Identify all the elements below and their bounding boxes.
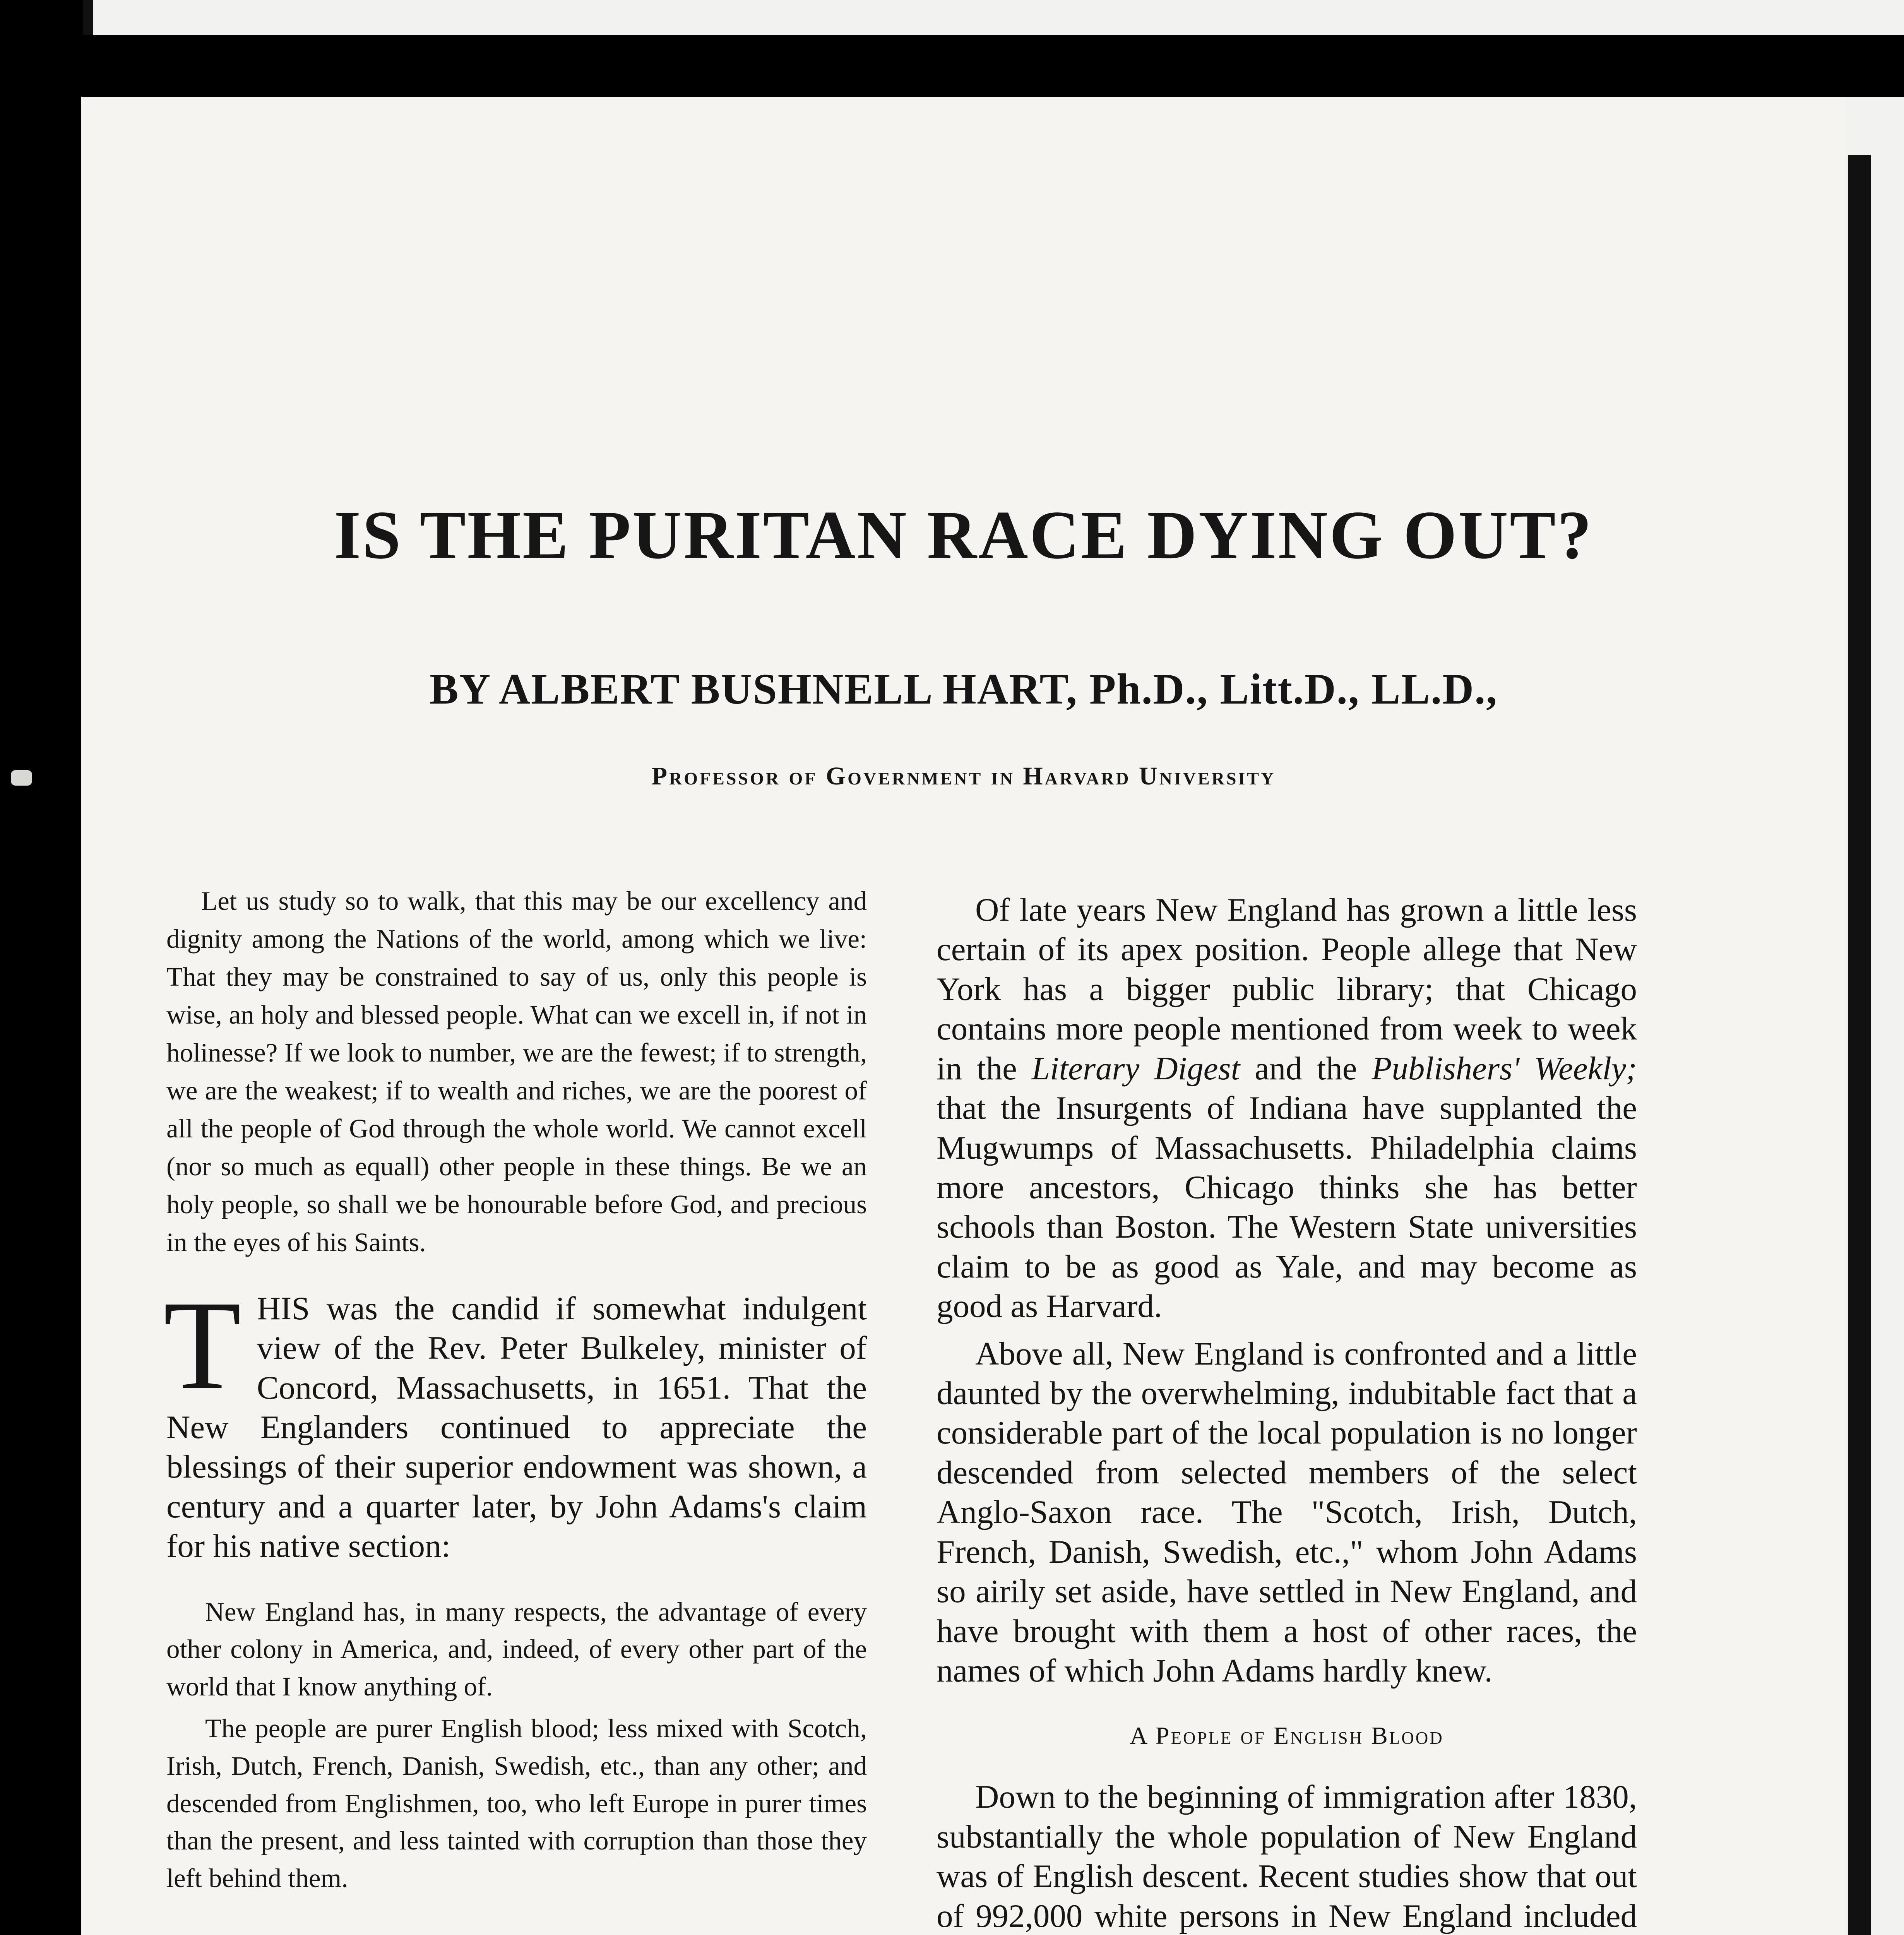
quote-paragraph-2: The people are purer English blood; less mixed with Scotch, Irish, Dutch, French, Danish, Swedish, etc., than any other; and descended from Englishmen, too, who left Europe in purer times than the present, and less tainted with corruption than those they left behind them.: [166, 1714, 867, 1893]
scan-artifact: [11, 770, 32, 786]
section-subhead: A People of English Blood: [1130, 1722, 1444, 1750]
quote-paragraph-1: New England has, in many respects, the advantage of every other colony in America, and, indeed, of every other part of the world that I know anything of.: [166, 1597, 867, 1701]
literary-digest-title: Literary Digest: [1031, 1050, 1240, 1087]
drop-cap: T: [163, 1274, 241, 1416]
para3-part-c: that the Insurgents of Indiana have supplanted the Mugwumps of Massachusetts. Philadelphia claims more ancestors, Chicago thinks she has better schools than Boston. The Western State universities claim to be as good as Yale, and may become as good as Harvard.: [937, 1090, 1637, 1325]
publishers-weekly-title: Publishers' Weekly;: [1371, 1050, 1637, 1087]
adjacent-page-top: [89, 0, 1904, 35]
left-column: [163, 882, 867, 1935]
para3-part-b: and the: [1240, 1050, 1372, 1087]
opening-paragraph-text: HIS was the candid if somewhat indulgent view of the Rev. Peter Bulkeley, minister of Concord, Massachusetts, in 1651. That the New Englanders continued to appreciate the blessings of their superior endowment was shown, a century and a quarter later, by John Adams's claim for his native section:: [166, 1290, 867, 1565]
article-byline: BY ALBERT BUSHNELL HART, Ph.D., Litt.D., LL.D.,: [429, 665, 1498, 713]
magazine-page: [81, 97, 1846, 1935]
block-quote: [166, 1593, 867, 1897]
epigraph: Let us study so to walk, that this may be our excellency and dignity among the Nations of the world, among which we live: That they may be constrained to say of us, only this people is wise, an holy and blessed people. What can we excell in, if not in holinesse? If we look to number, we are the fewest; if to strength, we are the weakest; if to wealth and riches, we are the poorest of all the people of God through the whole world. We cannot excell (nor so much as equall) other people in these things. Be we an holy people, so shall we be honourable before God, and precious in the eyes of his Saints.: [166, 886, 867, 1257]
para3-part-a: Of late years New England has grown a little less certain of its apex position. People allege that New York has a bigger public library; that Chicago contains more people mentioned from week to week in the: [937, 892, 1637, 1087]
body-paragraph-3: [937, 890, 1637, 1326]
binding-shadow: [1848, 155, 1871, 1935]
article-title: IS THE PURITAN RACE DYING OUT?: [334, 497, 1593, 573]
body-paragraph-4: Above all, New England is confronted and a little daunted by the overwhelming, indubitable fact that a considerable part of the local population is no longer descended from selected members of the select Anglo-Saxon race. The "Scotch, Irish, Dutch, French, Danish, Swedish, etc.," whom John Adams so airily set aside, have settled in New England, and have brought with them a host of other races, the names of which John Adams hardly knew.: [937, 1335, 1637, 1689]
right-column: [937, 890, 1637, 1935]
author-affiliation: Professor of Government in Harvard University: [651, 762, 1276, 790]
adjacent-page-edge: [83, 0, 93, 35]
body-paragraph-5: Down to the beginning of immigration after 1830, substantially the whole population of New England was of English descent. Recent studies show that out of 992,000 white persons in New England included: [937, 1779, 1637, 1934]
opening-paragraph: [163, 1274, 867, 1566]
